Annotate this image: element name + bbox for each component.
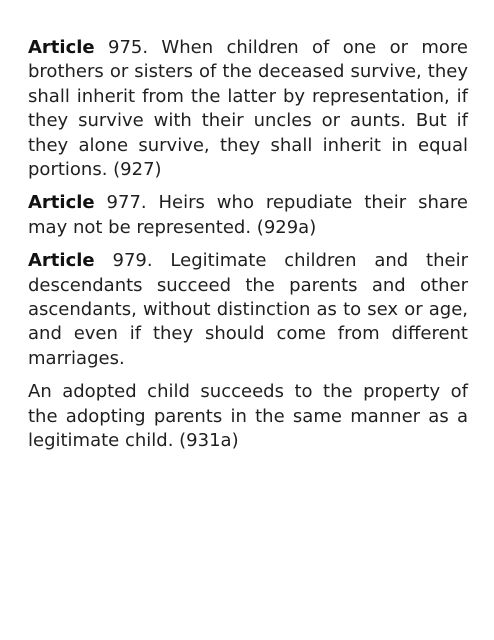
article-979-paragraph — [28, 249, 468, 371]
article-977-text: 977. Heirs who repudiate their share may not be represented. (929a) — [28, 192, 468, 238]
adopted-child-paragraph — [28, 380, 468, 453]
article-979-text: 979. Legitimate children and their descendants succeed the parents and other ascendants, without distinction as to sex or age, and even if they should come from different marriages. — [28, 250, 468, 369]
article-975-text: 975. When children of one or more brothers or sisters of the deceased survive, they shall inherit from the latter by representation, if they survive with their uncles or aunts. But if they alone survive, they shall inherit in equal portions. (927) — [28, 37, 468, 181]
article-975-label: Article — [28, 37, 95, 58]
article-977-label: Article — [28, 192, 95, 214]
adopted-child-text: An adopted child succeeds to the property of the adopting parents in the same manner as a legitimate child. (931a) — [28, 381, 468, 452]
document-body — [28, 36, 468, 463]
article-977-paragraph — [28, 191, 468, 240]
article-975-paragraph — [28, 36, 468, 182]
article-979-label: Article — [28, 250, 95, 272]
